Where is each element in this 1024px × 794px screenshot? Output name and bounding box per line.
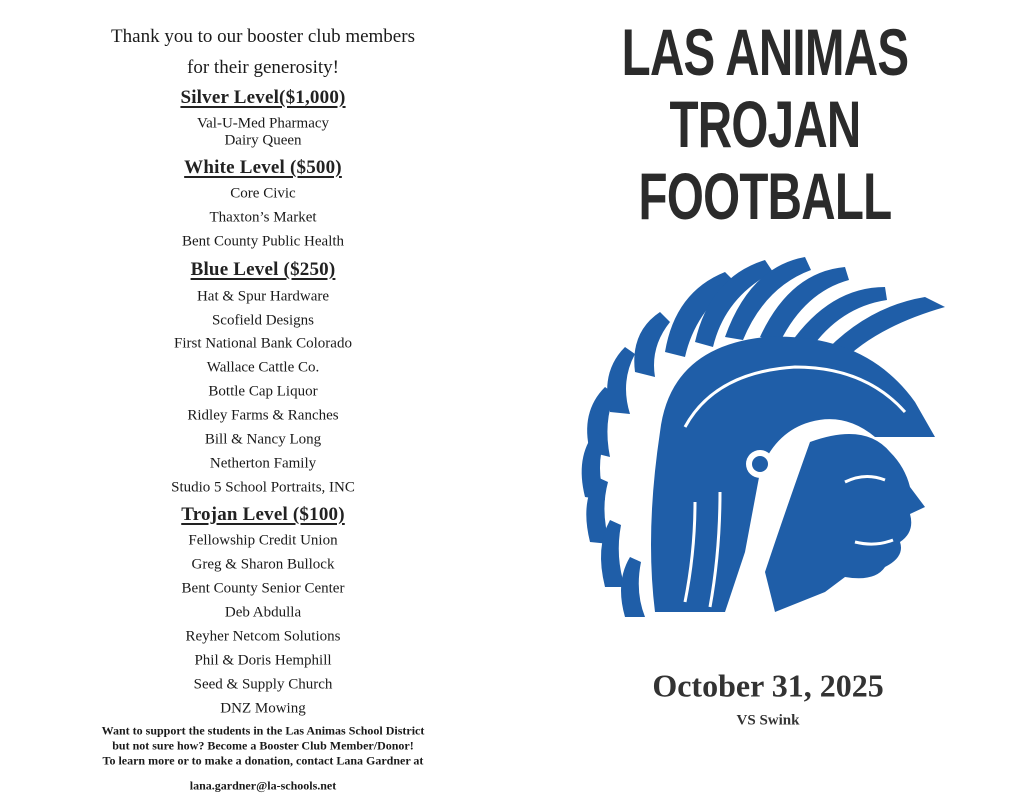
member: Phil & Doris Hemphill xyxy=(194,652,332,669)
member: DNZ Mowing xyxy=(220,700,306,717)
face xyxy=(765,434,925,612)
level-heading-trojan: Trojan Level ($100) xyxy=(181,504,345,525)
member: Seed & Supply Church xyxy=(193,676,333,693)
member: Bottle Cap Liquor xyxy=(208,383,318,400)
member: Netherton Family xyxy=(209,455,317,472)
footer-text: Want to support the students in the Las Animas School District xyxy=(101,723,425,738)
member: Deb Abdulla xyxy=(224,604,302,621)
footer-email: lana.gardner@la-schools.net xyxy=(189,778,337,793)
member: Studio 5 School Portraits, INC xyxy=(171,479,355,496)
member: Val-U-Med Pharmacy xyxy=(196,115,330,132)
member: Scofield Designs xyxy=(211,312,315,329)
member: Ridley Farms & Ranches xyxy=(187,407,339,424)
member: Wallace Cattle Co. xyxy=(206,359,320,376)
game-date: October 31, 2025 xyxy=(652,667,884,704)
member: First National Bank Colorado xyxy=(174,335,352,352)
member: Fellowship Credit Union xyxy=(188,532,338,549)
footer-text: but not sure how? Become a Booster Club Member/Donor! xyxy=(112,738,414,753)
member: Greg & Sharon Bullock xyxy=(191,556,335,573)
trojan-helmet-icon xyxy=(575,252,955,627)
member: Thaxton’s Market xyxy=(209,209,317,226)
level-heading-silver: Silver Level($1,000) xyxy=(180,87,346,108)
opponent: VS Swink xyxy=(736,712,800,729)
member: Dairy Queen xyxy=(224,132,302,149)
member: Bent County Senior Center xyxy=(181,580,345,597)
intro-text: for their generosity! xyxy=(187,57,339,78)
member: Bent County Public Health xyxy=(181,233,345,250)
member: Reyher Netcom Solutions xyxy=(185,628,341,645)
member: Bill & Nancy Long xyxy=(204,431,322,448)
cover-title-line: TROJAN xyxy=(669,87,861,161)
member: Hat & Spur Hardware xyxy=(196,288,330,305)
member: Core Civic xyxy=(230,185,296,202)
intro-text: Thank you to our booster club members xyxy=(111,26,415,47)
cover-title-line: FOOTBALL xyxy=(638,159,892,233)
cover-title-line: LAS ANIMAS xyxy=(621,15,909,89)
footer-text: To learn more or to make a donation, contact Lana Gardner at xyxy=(102,753,424,768)
level-heading-blue: Blue Level ($250) xyxy=(190,259,336,280)
level-heading-white: White Level ($500) xyxy=(184,157,342,178)
